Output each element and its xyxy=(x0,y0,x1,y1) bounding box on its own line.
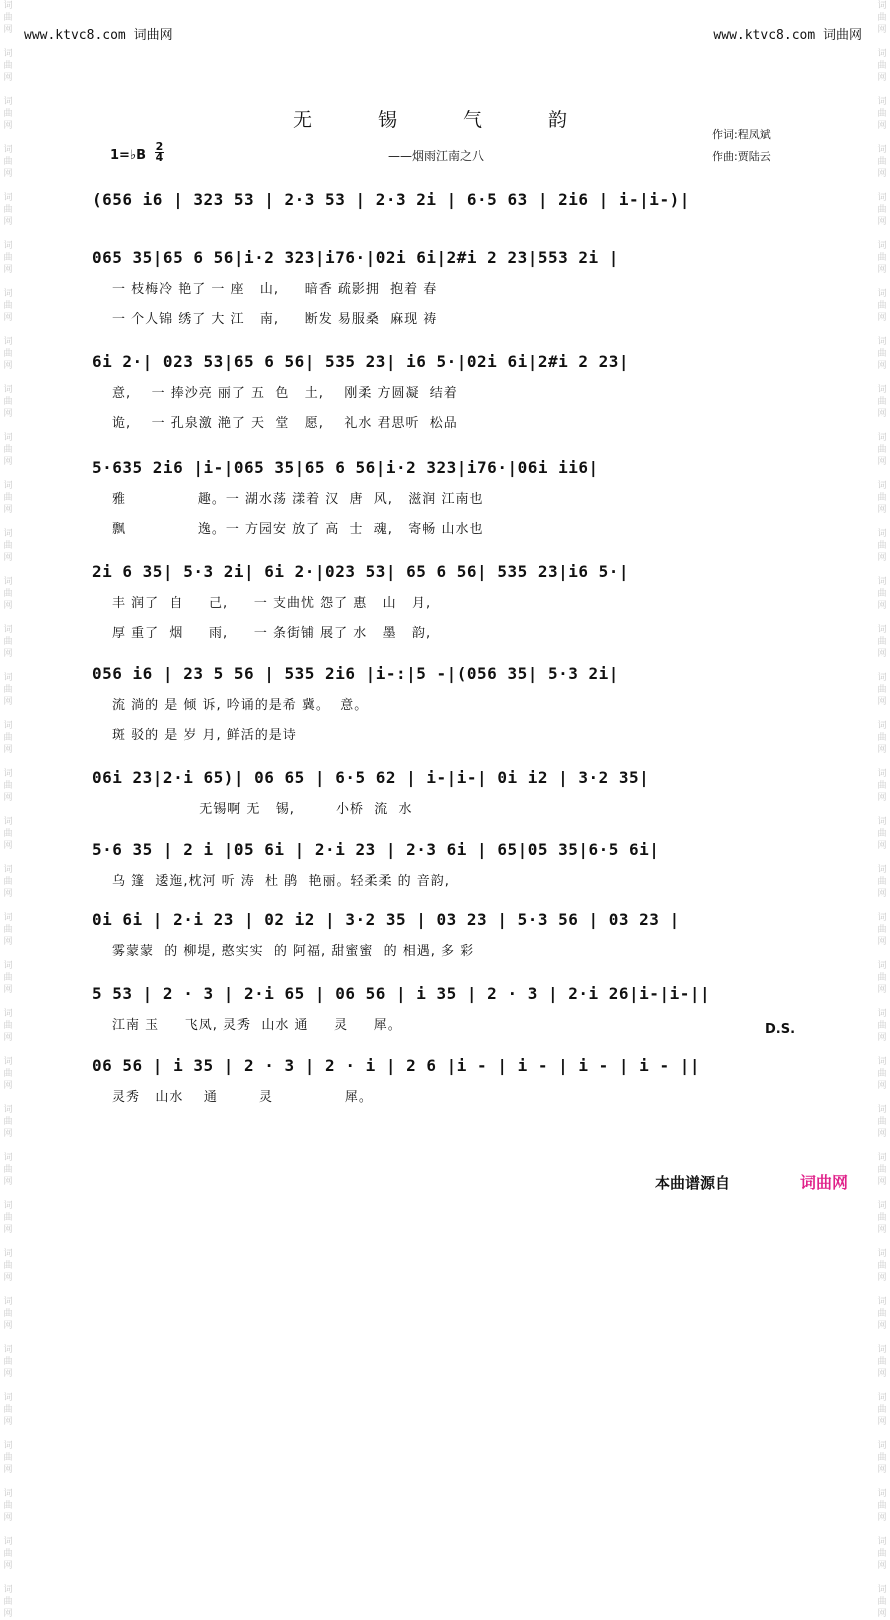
lyric-line: 雾蒙蒙 的 柳堤, 憨实实 的 阿福, 甜蜜蜜 的 相遇, 多 彩 xyxy=(112,944,475,959)
song-title: 无 锡 气 韵 xyxy=(292,109,598,131)
lyric-line: 一 枝梅冷 艳了 一 座 山, 暗香 疏影拥 抱着 春 xyxy=(112,282,438,297)
watermark-left: 词 曲 网 词 曲 网 词 曲 网 词 曲 网 词 曲 网 词 曲 网 词 曲 网 词 曲 网 词 曲 网 词 曲 网 词 曲 网 词 曲 网 词 曲 网 词 曲 网 词 曲 网 词 曲 网 词 曲 网 词 曲 网 词 曲 网 词 曲 网 词 曲 网 词 曲 网 词 曲 网 词 曲 网 词 曲 网 词 曲 网 词 曲 网 词 曲 网 词 曲 网 词 曲 网 词 曲 网 词 曲 网 词 曲 网 词 曲 网 xyxy=(3,1,13,1619)
composer-credit: 作曲:贾陆云 xyxy=(712,150,771,163)
notation-row: 06i 23|2·i 65)| 06 65 | 6·5 62 | i-|i-| 0i i2 | 3·2 35| xyxy=(92,768,798,787)
lyric-line: 灵秀 山水 通 灵 犀。 xyxy=(112,1090,373,1105)
song-subtitle: ——烟雨江南之八 xyxy=(388,149,485,163)
time-signature xyxy=(155,142,164,163)
notation-row: (656 i6 | 323 53 | 2·3 53 | 2·3 2i | 6·5 63 | 2i6 | i-|i-)| xyxy=(92,190,798,209)
site-url-right[interactable]: www.ktvc8.com 词曲网 xyxy=(713,28,862,43)
lyric-line: 意, 一 捧沙亮 丽了 五 色 土, 刚柔 方圆凝 结着 xyxy=(112,386,458,401)
notation-row: 2i 6 35| 5·3 2i| 6i 2·|023 53| 65 6 56| 535 23|i6 5·| xyxy=(92,562,798,581)
lyric-line: 雅 趣。一 湖水荡 漾着 汉 唐 风, 滋润 江南也 xyxy=(112,492,484,507)
time-bottom: 4 xyxy=(155,151,164,164)
source-label: 本曲谱源自 xyxy=(655,1174,731,1192)
notation-row: 0i 6i | 2·i 23 | 02 i2 | 3·2 35 | 03 23 | 5·3 56 | 03 23 | xyxy=(92,910,798,929)
time-top: 2 xyxy=(155,140,164,153)
lyricist-credit: 作词:程凤斌 xyxy=(712,128,771,141)
notation-row: 5 53 | 2 · 3 | 2·i 65 | 06 56 | i 35 | 2 · 3 | 2·i 26|i-|i-|| xyxy=(92,984,798,1003)
lyric-line: 厚 重了 烟 雨, 一 条街铺 展了 水 墨 韵, xyxy=(112,626,432,641)
notation-row: 5·635 2i6 |i-|065 35|65 6 56|i·2 323|i76·|06i ii6| xyxy=(92,458,798,477)
lyric-line: 斑 驳的 是 岁 月, 鲜活的是诗 xyxy=(112,728,297,743)
lyric-line: 乌 篷 逶迤,枕河 听 涛 杜 鹃 艳丽。轻柔柔 的 音韵, xyxy=(112,874,450,889)
watermark-right: 词 曲 网 词 曲 网 词 曲 网 词 曲 网 词 曲 网 词 曲 网 词 曲 网 词 曲 网 词 曲 网 词 曲 网 词 曲 网 词 曲 网 词 曲 网 词 曲 网 词 曲 网 词 曲 网 词 曲 网 词 曲 网 词 曲 网 词 曲 网 词 曲 网 词 曲 网 词 曲 网 词 曲 网 词 曲 网 词 曲 网 词 曲 网 词 曲 网 词 曲 网 词 曲 网 词 曲 网 词 曲 网 词 曲 网 词 曲 网 xyxy=(877,1,887,1619)
site-url-left[interactable]: www.ktvc8.com 词曲网 xyxy=(24,28,173,43)
notation-row: 065 35|65 6 56|i·2 323|i76·|02i 6i|2#i 2 23|553 2i | xyxy=(92,248,798,267)
key-signature: 1=♭B xyxy=(110,148,146,163)
lyric-line: 一 个人锦 绣了 大 江 南, 断发 易服桑 麻现 祷 xyxy=(112,312,438,327)
lyric-line: 飘 逸。一 方园安 放了 高 士 魂, 寄畅 山水也 xyxy=(112,522,484,537)
lyric-line: 流 淌的 是 倾 诉, 吟诵的是希 冀。 意。 xyxy=(112,698,369,713)
notation-row: 6i 2·| 023 53|65 6 56| 535 23| i6 5·|02i 6i|2#i 2 23| xyxy=(92,352,798,371)
notation-row: 06 56 | i 35 | 2 · 3 | 2 · i | 2 6 |i - | i - | i - | i - || xyxy=(92,1056,798,1075)
lyric-line: 诡, 一 孔泉激 滟了 天 堂 愿, 礼水 君思听 松品 xyxy=(112,416,458,431)
lyric-line: 江南 玉 飞凤, 灵秀 山水 通 灵 犀。 xyxy=(112,1018,402,1033)
notation-row: 5·6 35 | 2 i |05 6i | 2·i 23 | 2·3 6i | 65|05 35|6·5 6i| xyxy=(92,840,798,859)
dal-segno-mark: D.S. xyxy=(765,1022,796,1037)
brand-logo-text[interactable]: 词曲网 xyxy=(800,1173,849,1192)
notation-row: 056 i6 | 23 5 56 | 535 2i6 |i-:|5 -|(056 35| 5·3 2i| xyxy=(92,664,798,683)
lyric-line: 丰 润了 自 己, 一 支曲忧 怨了 惠 山 月, xyxy=(112,596,432,611)
lyric-line: 无锡啊 无 锡, 小桥 流 水 xyxy=(112,802,413,817)
